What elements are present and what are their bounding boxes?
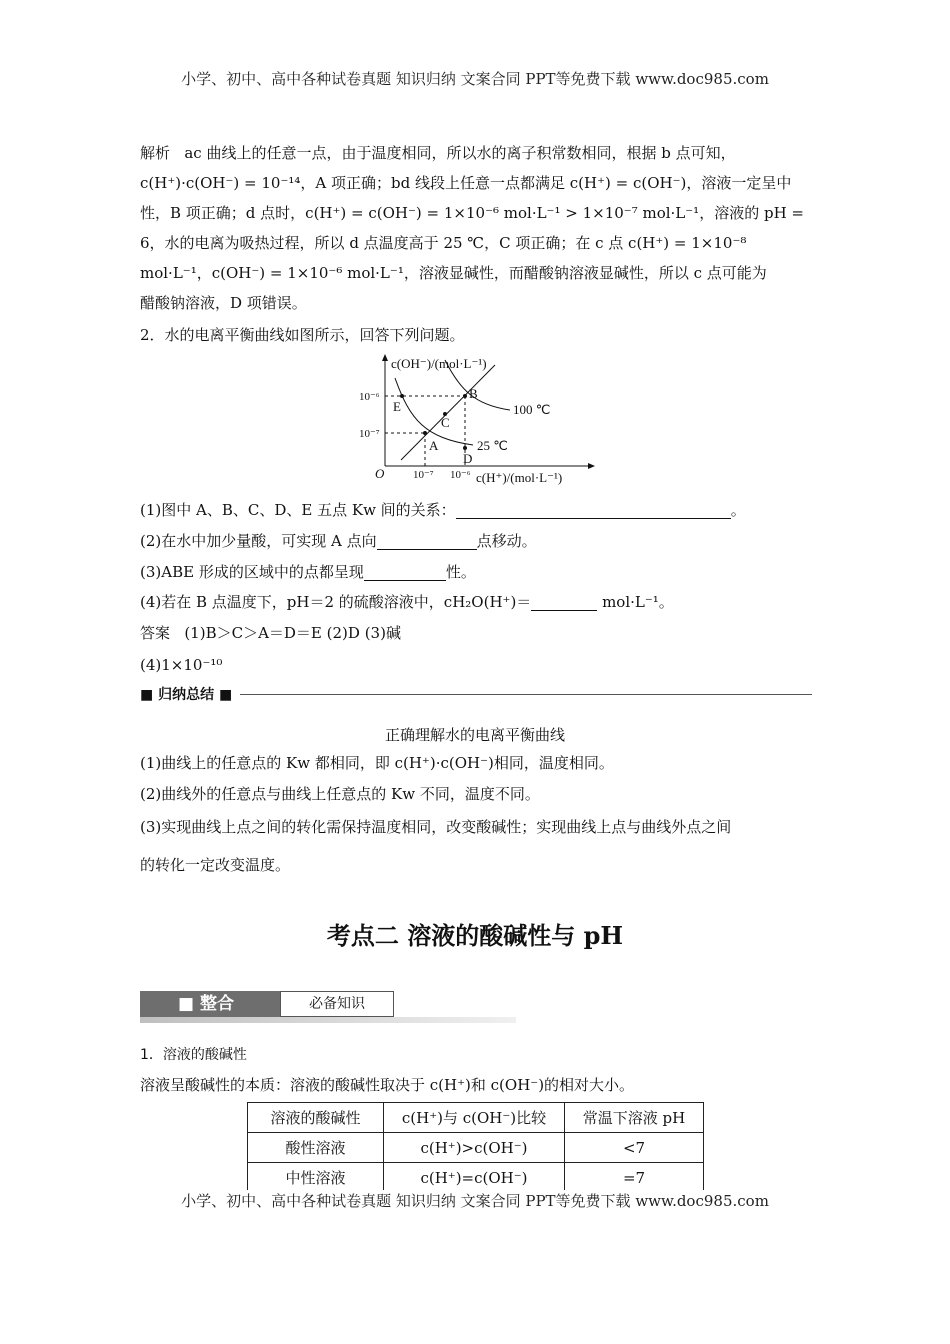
curve-label-25c: 25 ℃ bbox=[477, 438, 508, 453]
answer-blank-3[interactable] bbox=[364, 562, 446, 581]
table-cell: 中性溶液 bbox=[248, 1163, 384, 1193]
analysis-line-1: 解析 ac 曲线上的任意一点，由于温度相同，所以水的离子积常数相同，根据 b 点可知， bbox=[140, 144, 736, 162]
x-axis-arrow bbox=[588, 463, 595, 469]
answer-blank-1[interactable] bbox=[456, 500, 731, 519]
analysis-line-3: 性，B 项正确；d 点时，c(H⁺) = c(OH⁻) = 1×10⁻⁶ mol·L⁻¹ > 1×10⁻⁷ mol·L⁻¹，溶液的 pH = bbox=[140, 204, 804, 222]
summary-item-2: (2)曲线外的任意点与曲线上任意点的 Kw 不同，温度不同。 bbox=[140, 785, 540, 803]
table-cell: <7 bbox=[565, 1133, 704, 1163]
y-tick-1e-6: 10⁻⁶ bbox=[359, 391, 380, 403]
table-header-cell: c(H⁺)与 c(OH⁻)比较 bbox=[384, 1103, 565, 1133]
point-a-label: A bbox=[429, 438, 439, 453]
subsection-1-title: 1．溶液的酸碱性 bbox=[140, 1047, 247, 1063]
point-d-label: D bbox=[463, 451, 473, 466]
question-2-4: (4)若在 B 点温度下，pH＝2 的硫酸溶液中，cH₂O(H⁺)＝ mol·L⁻¹。 bbox=[140, 593, 674, 611]
table-cell: =7 bbox=[565, 1163, 704, 1193]
analysis-line-4: 6，水的电离为吸热过程，所以 d 点温度高于 25 ℃，C 项正确；在 c 点 c(H⁺) = 1×10⁻⁸ bbox=[140, 234, 747, 252]
table-row bbox=[248, 1163, 704, 1193]
equilibrium-curve-figure bbox=[355, 350, 600, 490]
summary-item-1: (1)曲线上的任意点的 Kw 都相同，即 c(H⁺)·c(OH⁻)相同，温度相同。 bbox=[140, 754, 614, 772]
table-header-cell: 溶液的酸碱性 bbox=[248, 1103, 384, 1133]
question-2-2: (2)在水中加少量酸，可实现 A 点向 点移动。 bbox=[140, 532, 537, 550]
point-a bbox=[423, 431, 427, 435]
question-2-1: (1)图中 A、B、C、D、E 五点 Kw 间的关系： 。 bbox=[140, 501, 746, 519]
point-e-label: E bbox=[393, 399, 401, 414]
answer-label: 答案 bbox=[140, 624, 171, 642]
table-cell: c(H⁺)>c(OH⁻) bbox=[384, 1133, 565, 1163]
answer-line-2: (4)1×10⁻¹⁰ bbox=[140, 656, 223, 674]
point-b bbox=[463, 394, 467, 398]
banner-essential-knowledge: 必备知识 bbox=[280, 991, 394, 1017]
acidity-table bbox=[247, 1102, 704, 1193]
y-axis-arrow bbox=[382, 354, 388, 361]
table-cell: 酸性溶液 bbox=[248, 1133, 384, 1163]
question-2-stem: 2．水的电离平衡曲线如图所示，回答下列问题。 bbox=[140, 326, 465, 344]
page-header: 小学、初中、高中各种试卷真题 知识归纳 文案合同 PPT等免费下载 www.doc985.com bbox=[181, 70, 769, 88]
analysis-label: 解析 bbox=[140, 144, 171, 162]
banner-underline bbox=[140, 1017, 516, 1023]
x-axis-label: c(H⁺)/(mol·L⁻¹) bbox=[476, 470, 563, 485]
question-2-3: (3)ABE 形成的区域中的点都呈现 性。 bbox=[140, 563, 476, 581]
origin-label: O bbox=[375, 466, 385, 481]
table-row bbox=[248, 1133, 704, 1163]
summary-item-3: (3)实现曲线上点之间的转化需保持温度相同，改变酸碱性；实现曲线上点与曲线外点之间 bbox=[140, 818, 732, 836]
section-2-title: 考点二 溶液的酸碱性与 pH bbox=[326, 921, 624, 950]
table-header-cell: 常温下溶液 pH bbox=[565, 1103, 704, 1133]
point-e bbox=[400, 394, 404, 398]
table-header-row bbox=[248, 1103, 704, 1133]
subsection-1-intro: 溶液呈酸碱性的本质：溶液的酸碱性取决于 c(H⁺)和 c(OH⁻)的相对大小。 bbox=[140, 1076, 635, 1094]
point-c-label: C bbox=[441, 415, 450, 430]
table-cell: c(H⁺)=c(OH⁻) bbox=[384, 1163, 565, 1193]
summary-rule bbox=[240, 694, 812, 695]
banner-integrate: ■ 整合 bbox=[140, 991, 280, 1017]
y-axis-label: c(OH⁻)/(mol·L⁻¹) bbox=[391, 356, 487, 371]
summary-divider bbox=[140, 684, 812, 708]
summary-item-4: 的转化一定改变温度。 bbox=[140, 856, 291, 874]
page-footer: 小学、初中、高中各种试卷真题 知识归纳 文案合同 PPT等免费下载 www.doc985.com bbox=[0, 1190, 950, 1211]
curve-label-100c: 100 ℃ bbox=[513, 402, 551, 417]
point-b-label: B bbox=[469, 386, 478, 401]
answer-blank-4[interactable] bbox=[531, 592, 597, 611]
y-tick-1e-7: 10⁻⁷ bbox=[359, 428, 380, 440]
analysis-line-2: c(H⁺)·c(OH⁻) = 10⁻¹⁴，A 项正确；bd 线段上任意一点都满足 c(H⁺) = c(OH⁻)，溶液一定呈中 bbox=[140, 174, 792, 192]
analysis-line-6: 醋酸钠溶液，D 项错误。 bbox=[140, 294, 307, 312]
analysis-line-5: mol·L⁻¹，c(OH⁻) = 1×10⁻⁶ mol·L⁻¹，溶液显碱性，而醋酸钠溶液显碱性，所以 c 点可能为 bbox=[140, 264, 767, 282]
summary-title: 正确理解水的电离平衡曲线 bbox=[384, 726, 565, 744]
point-d bbox=[463, 446, 467, 450]
answer-line-1: 答案 (1)B＞C＞A＝D＝E (2)D (3)碱 bbox=[140, 624, 401, 642]
x-tick-1e-7: 10⁻⁷ bbox=[413, 469, 434, 481]
answer-blank-2[interactable] bbox=[377, 531, 477, 550]
knowledge-banner bbox=[140, 991, 516, 1021]
curve-25c bbox=[395, 378, 473, 445]
summary-tag: ■ 归纳总结 ■ bbox=[140, 684, 238, 704]
analysis-block bbox=[140, 138, 812, 318]
x-tick-1e-6: 10⁻⁶ bbox=[450, 469, 471, 481]
